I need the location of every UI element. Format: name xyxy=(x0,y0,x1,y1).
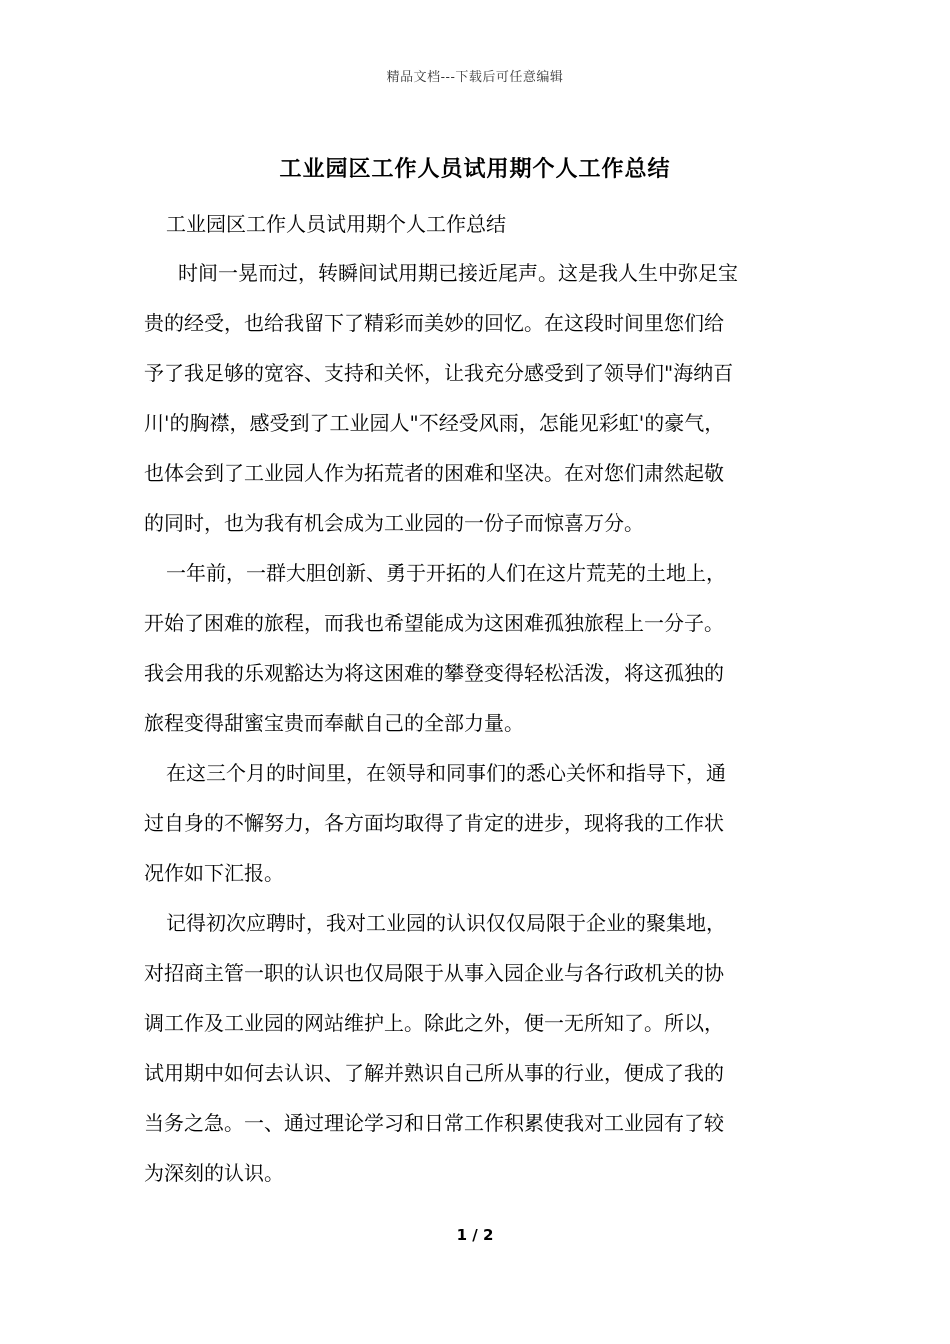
paragraph-line: 的同时，也为我有机会成为工业园的一份子而惊喜万分。 xyxy=(144,511,644,535)
paragraph-line: 一年前，一群大胆创新、勇于开拓的人们在这片荒芜的土地上， xyxy=(166,561,726,585)
paragraph-line: 在这三个月的时间里，在领导和同事们的悉心关怀和指导下，通 xyxy=(166,761,726,785)
paragraph-line: 记得初次应聘时，我对工业园的认识仅仅局限于企业的聚集地， xyxy=(166,911,726,935)
document-title: 工业园区工作人员试用期个人工作总结 xyxy=(279,156,671,182)
paragraph-line: 为深刻的认识。 xyxy=(144,1161,284,1185)
header-note: 精品文档---下载后可任意编辑 xyxy=(386,70,564,85)
paragraph-4 xyxy=(144,898,809,1198)
paragraph-line: 川'的胸襟，感受到了工业园人"不经受风雨，怎能见彩虹'的豪气， xyxy=(144,411,725,435)
paragraph-line: 对招商主管一职的认识也仅局限于从事入园企业与各行政机关的协 xyxy=(144,961,724,985)
paragraph-line: 时间一晃而过，转瞬间试用期已接近尾声。这是我人生中弥足宝 xyxy=(178,261,738,285)
paragraph-line: 我会用我的乐观豁达为将这困难的攀登变得轻松活泼，将这孤独的 xyxy=(144,661,724,685)
paragraph-line: 贵的经受，也给我留下了精彩而美妙的回忆。在这段时间里您们给 xyxy=(144,311,724,335)
paragraph-line: 旅程变得甜蜜宝贵而奉献自己的全部力量。 xyxy=(144,711,524,735)
paragraph-line: 开始了困难的旅程，而我也希望能成为这困难孤独旅程上一分子。 xyxy=(144,611,724,635)
document-subtitle: 工业园区工作人员试用期个人工作总结 xyxy=(166,212,506,236)
document-body xyxy=(144,248,809,1198)
paragraph-1 xyxy=(144,248,809,548)
paragraph-line: 予了我足够的宽容、支持和关怀，让我充分感受到了领导们"海纳百 xyxy=(144,361,734,385)
paragraph-2 xyxy=(144,548,809,748)
paragraph-line: 调工作及工业园的网站维护上。除此之外，便一无所知了。所以， xyxy=(144,1011,724,1035)
paragraph-line: 试用期中如何去认识、了解并熟识自己所从事的行业，便成了我的 xyxy=(144,1061,724,1085)
paragraph-3 xyxy=(144,748,809,898)
paragraph-line: 况作如下汇报。 xyxy=(144,861,284,885)
page-number: 1 / 2 xyxy=(456,1226,494,1244)
paragraph-line: 当务之急。一、通过理论学习和日常工作积累使我对工业园有了较 xyxy=(144,1111,724,1135)
paragraph-line: 过自身的不懈努力，各方面均取得了肯定的进步，现将我的工作状 xyxy=(144,811,724,835)
paragraph-line: 也体会到了工业园人作为拓荒者的困难和坚决。在对您们肃然起敬 xyxy=(144,461,724,485)
